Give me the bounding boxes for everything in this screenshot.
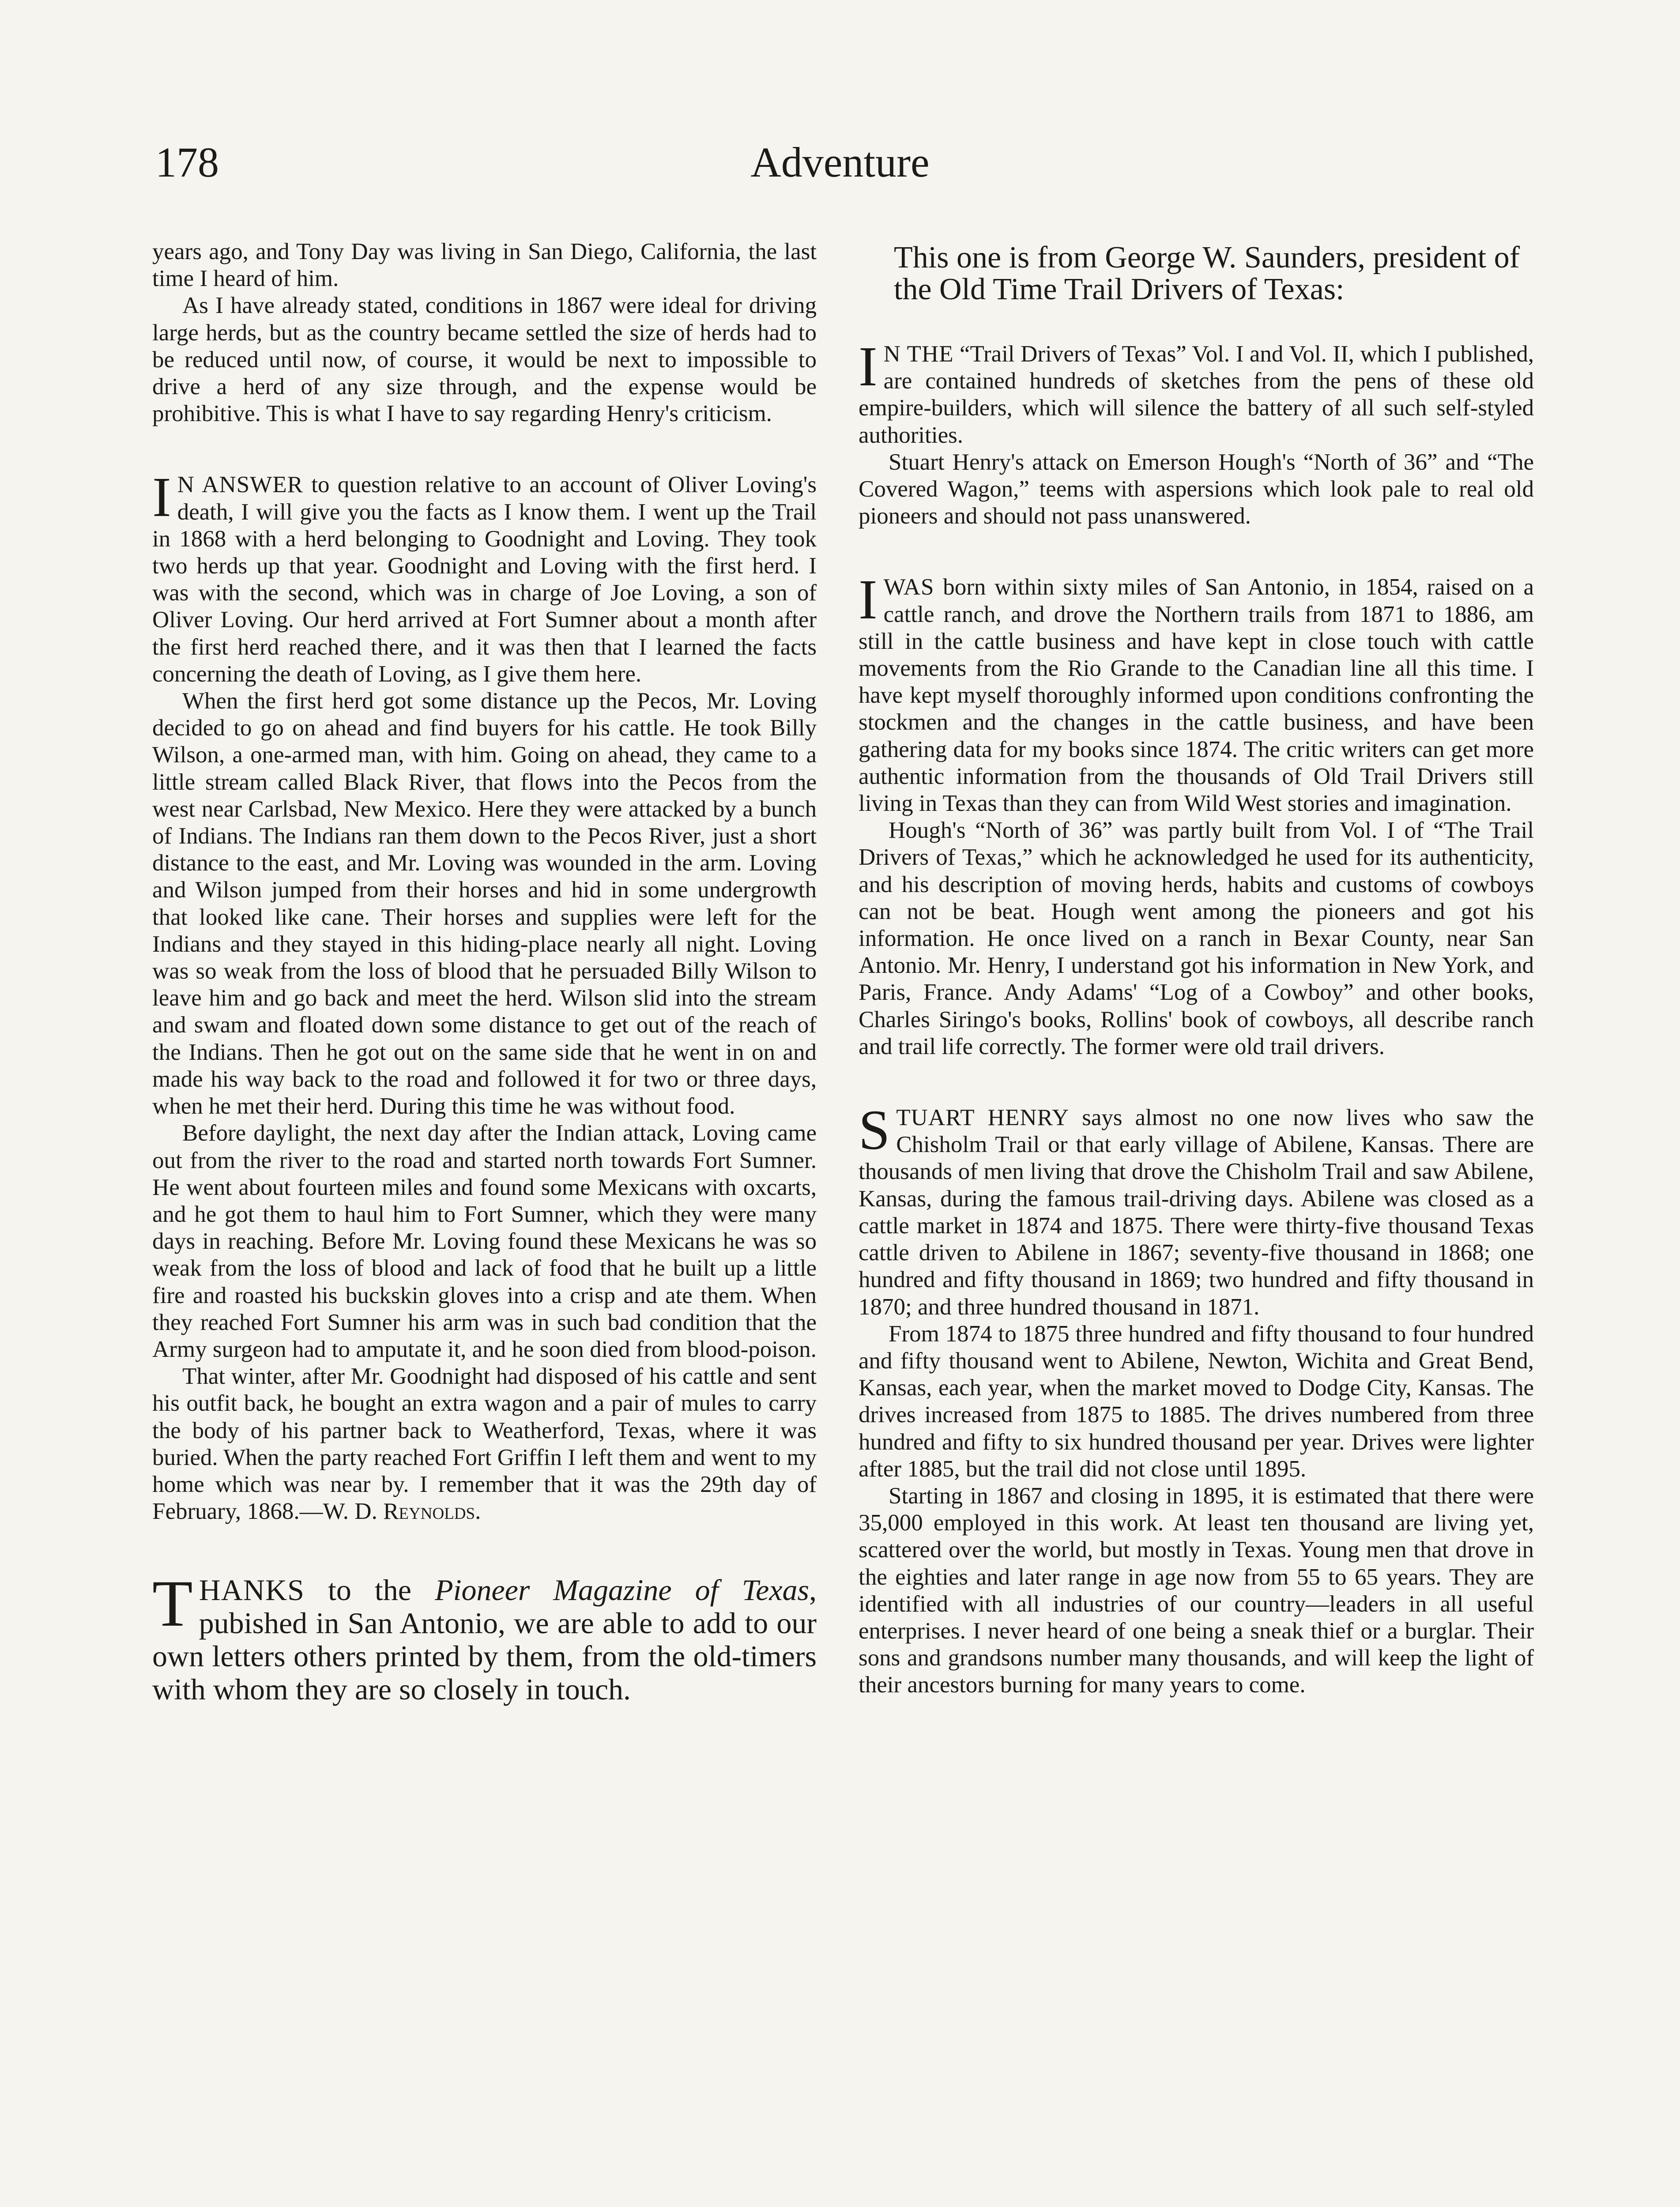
right-column <box>859 238 1534 1699</box>
saunders-intro: This one is from George W. Saunders, president of the Old Time Trail Drivers of Texas: <box>894 241 1520 306</box>
saunders-section-2 <box>859 568 1534 1060</box>
lead-in: WAS <box>883 574 934 600</box>
thanks-text: to the <box>304 1573 435 1607</box>
section-opening <box>859 335 1534 449</box>
opening-text: to question relative to an account of Oliver Loving's death, I will give you the facts as I know them. I went up the Trail in 1868 with a herd belonging to Goodnight and Loving. They took two herds up that year. Goodnight and Loving with the first herd. I was with the second, which was in charge of Joe Loving, a son of Oliver Loving. Our herd arrived at Fort Sumner about a month after the first herd reached there, and it was then that I learned the facts concerning the death of Loving, as I give them here. <box>152 472 817 687</box>
closing-text: That winter, after Mr. Goodnight had disposed of his cattle and sent his outfit back, he bought an extra wagon and a pair of mules to carry the body of his partner back to Weatherford, Texas, where it was buried. When the party reached Fort Griffin I left them and went to my home which was near by. I remember that it was the 29th day of February, 1868.—W. D. <box>152 1363 817 1525</box>
lead-in: N THE <box>883 341 954 367</box>
continued-paragraph: years ago, and Tony Day was living in San Diego, California, the last time I heard of him. <box>152 239 817 292</box>
left-column <box>152 238 817 1706</box>
running-title: Adventure <box>750 139 930 186</box>
opening-text: says almost no one now lives who saw the Chisholm Trail or that early village of Abilene, Kansas. There are thousands of men living that drove the Chisholm Trail and saw Abilene, Kansas, during the famous trail-driving days. Abilene was closed as a cattle market in 1874 and 1875. There were thirty-five thousand Texas cattle driven to Abilene in 1867; seventy-five thousand in 1868; one hundred and fifty thousand in 1869; two hundred and fifty thousand in 1870; and three hundred thousand in 1871. <box>859 1105 1534 1320</box>
paragraph: As I have already stated, conditions in 1867 were ideal for driving large herds, but as the country became settled the size of herds had to be reduced until now, of course, it would be next to impossible to drive a herd of any size through, and the expense would be prohibitive. This is what I have to say regarding Henry's criticism. <box>152 293 817 427</box>
paragraph: Stuart Henry's attack on Emerson Hough's “North of 36” and “The Covered Wagon,” teems with aspersions which look pale to real old pioneers and should not pass unanswered. <box>859 449 1534 529</box>
drop-cap: I <box>152 466 171 529</box>
thanks-paragraph <box>152 1567 817 1706</box>
paragraph: Starting in 1867 and closing in 1895, it is estimated that there were 35,000 employed in this work. At least ten thousand are living yet, scattered over the world, but mostly in Texas. Young men that drove in the eighties and later range in age now from 55 to 65 years. They are identified with all industries of our country—leaders in all useful enterprises. I never heard of one being a sneak thief or a burglar. Their sons and grandsons number many thousands, and will keep the light of their ancestors burning for many years to come. <box>859 1483 1534 1698</box>
drop-cap: S <box>859 1099 890 1162</box>
lead-in: N ANSWER <box>177 472 304 498</box>
paragraph: Before daylight, the next day after the Indian attack, Loving came out from the river to the road and started north towards Fort Sumner. He went about fourteen miles and found some Mexicans with oxcarts, and he got them to haul him to Fort Sumner, which they were many days in reaching. Before Mr. Loving found these Mexicans he was so weak from the loss of blood and lack of food that he built up a little fire and roasted his buckskin gloves into a crisp and ate them. When they reached Fort Sumner his arm was in such bad condition that the Army surgeon had to amputate it, and he soon died from blood-poison. <box>152 1120 817 1362</box>
drop-cap: T <box>152 1567 193 1641</box>
thanks-text: , pubished in San Antonio, we are able to add to our own letters others printed by them, from the old-timers with whom they are so closely in touch. <box>152 1573 817 1706</box>
paragraph: When the first herd got some distance up the Pecos, Mr. Loving decided to go on ahead and find buyers for his cattle. He took Billy Wilson, a one-armed man, with him. Going on ahead, they came to a little stream called Black River, that flows into the Pecos from the west near Carlsbad, New Mexico. Here they were attacked by a bunch of Indians. The Indians ran them down to the Pecos River, just a short distance to the east, and Mr. Loving was wounded in the arm. Loving and Wilson jumped from their horses and hid in some undergrowth that looked like cane. Their horses and supplies were left for the Indians and they stayed in this hiding-place nearly all night. Loving was so weak from the loss of blood that he persuaded Billy Wilson to leave him and go back and meet the herd. Wilson slid into the stream and swam and floated down some distance to get out of the reach of the Indians. Then he got out on the same side that he went in on and made his way back to the road and followed it for two or three days, when he met their herd. During this time he was without food. <box>152 688 817 1119</box>
thanks-note <box>152 1567 817 1706</box>
signature: Reynolds. <box>383 1499 481 1525</box>
magazine-title: Pioneer Magazine of Texas <box>435 1573 809 1607</box>
paragraph: From 1874 to 1875 three hundred and fifty thousand to four hundred and fifty thousand went to Abilene, Newton, Wichita and Great Bend, Kansas, each year, when the market moved to Dodge City, Kansas. The drives increased from 1875 to 1885. The drives numbered from three hundred and fifty to six hundred thousand per year. Drives were lighter after 1885, but the trail did not close until 1895. <box>859 1321 1534 1482</box>
letter-opening <box>152 466 817 688</box>
paragraph-with-signature <box>152 1363 817 1525</box>
lead-in: HANKS <box>199 1573 305 1607</box>
opening-text: born within sixty miles of San Antonio, in 1854, raised on a cattle ranch, and drove the Northern trails from 1871 to 1886, am still in the cattle business and have kept in close touch with cattle movements from the Rio Grande to the Canadian line all this time. I have kept myself thoroughly informed upon conditions confronting the stockmen and the changes in the cattle business, and have been gathering data for my books since 1874. The critic writers can get more authentic information from the thousands of Old Trail Drivers still living in Texas than they can from Wild West stories and imagination. <box>859 574 1534 817</box>
paragraph: Hough's “North of 36” was partly built from Vol. I of “The Trail Drivers of Texas,” which he acknowledged he used for its authenticity, and his description of moving herds, habits and customs of cowboys can not be beat. Hough went among the pioneers and got his information. He once lived on a ranch in Bexar County, near San Antonio. Mr. Henry, I understand got his information in New York, and Paris, France. Andy Adams' “Log of a Cowboy” and other books, Charles Siringo's books, Rollins' book of cowboys, all describe ranch and trail life correctly. The former were old trail drivers. <box>859 817 1534 1059</box>
saunders-section-3 <box>859 1099 1534 1699</box>
page-number: 178 <box>155 139 219 186</box>
saunders-section-1 <box>859 335 1534 530</box>
lead-in: TUART HENRY <box>896 1105 1070 1131</box>
section-opening <box>859 568 1534 817</box>
opening-text: “Trail Drivers of Texas” Vol. I and Vol. II, which I published, are contained hundreds of sketches from the pens of these old empire-builders, which will silence the battery of all such self-styled authorities. <box>859 341 1534 448</box>
drop-cap: I <box>859 335 878 398</box>
section-opening <box>859 1099 1534 1321</box>
drop-cap: I <box>859 568 878 631</box>
reynolds-letter <box>152 466 817 1525</box>
